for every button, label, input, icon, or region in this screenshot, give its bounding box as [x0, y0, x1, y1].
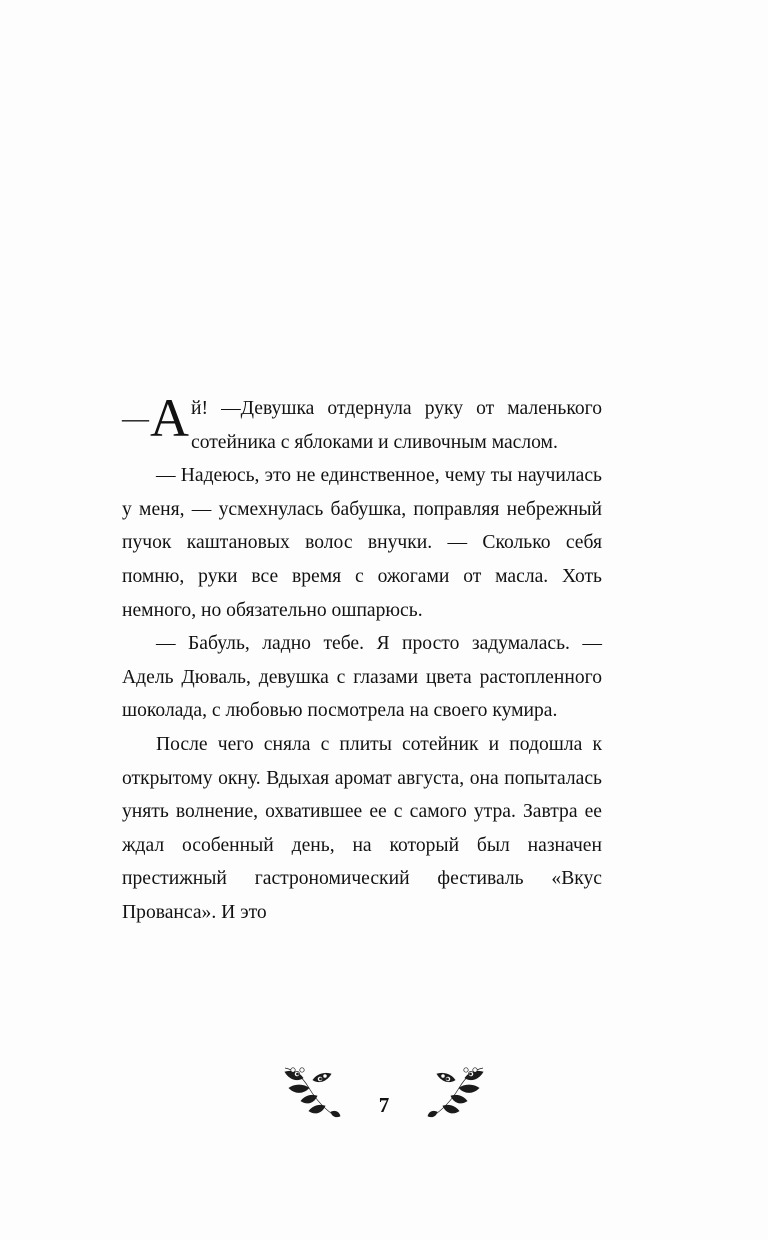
drop-cap-letter: А [150, 388, 189, 448]
floral-branch-ornament-left [273, 1060, 347, 1126]
floral-branch-ornament-right [421, 1060, 495, 1126]
page-text-block [122, 388, 602, 930]
em-dash-lead: — [122, 403, 149, 433]
paragraph-opening [122, 388, 602, 459]
paragraph-grandmother-reply: — Надеюсь, это не единственное, чему ты научилась у меня, — усмехнулась бабушка, поправляя небрежный пучок каштановых волос внучки. — Сколько себя помню, руки все время с ожогами от масла. Хоть немного, но обязательно ошпарюсь. [122, 465, 602, 621]
paragraph-opening-text: Девушка отдернула руку от маленького сотейника с яблоками и сливочным маслом. [191, 398, 602, 453]
first-word-remainder: й! — [191, 398, 241, 419]
paragraph-window-scene: После чего сняла с плиты сотейник и подошла к открытому окну. Вдыхая аромат августа, она попыталась унять волнение, охватившее ее с самого утра. Завтра ее ждал особенный день, на который был назначен престижный гастрономический фестиваль «Вкус Прованса». И это [122, 733, 602, 923]
page-number: 7 [378, 1092, 390, 1117]
paragraph-granddaughter-reply: — Бабуль, ладно тебе. Я просто задумалась. — Адель Дюваль, девушка с глазами цвета растопленного шоколада, с любовью посмотрела на своего кумира. [122, 633, 602, 722]
page-footer [0, 1060, 768, 1126]
